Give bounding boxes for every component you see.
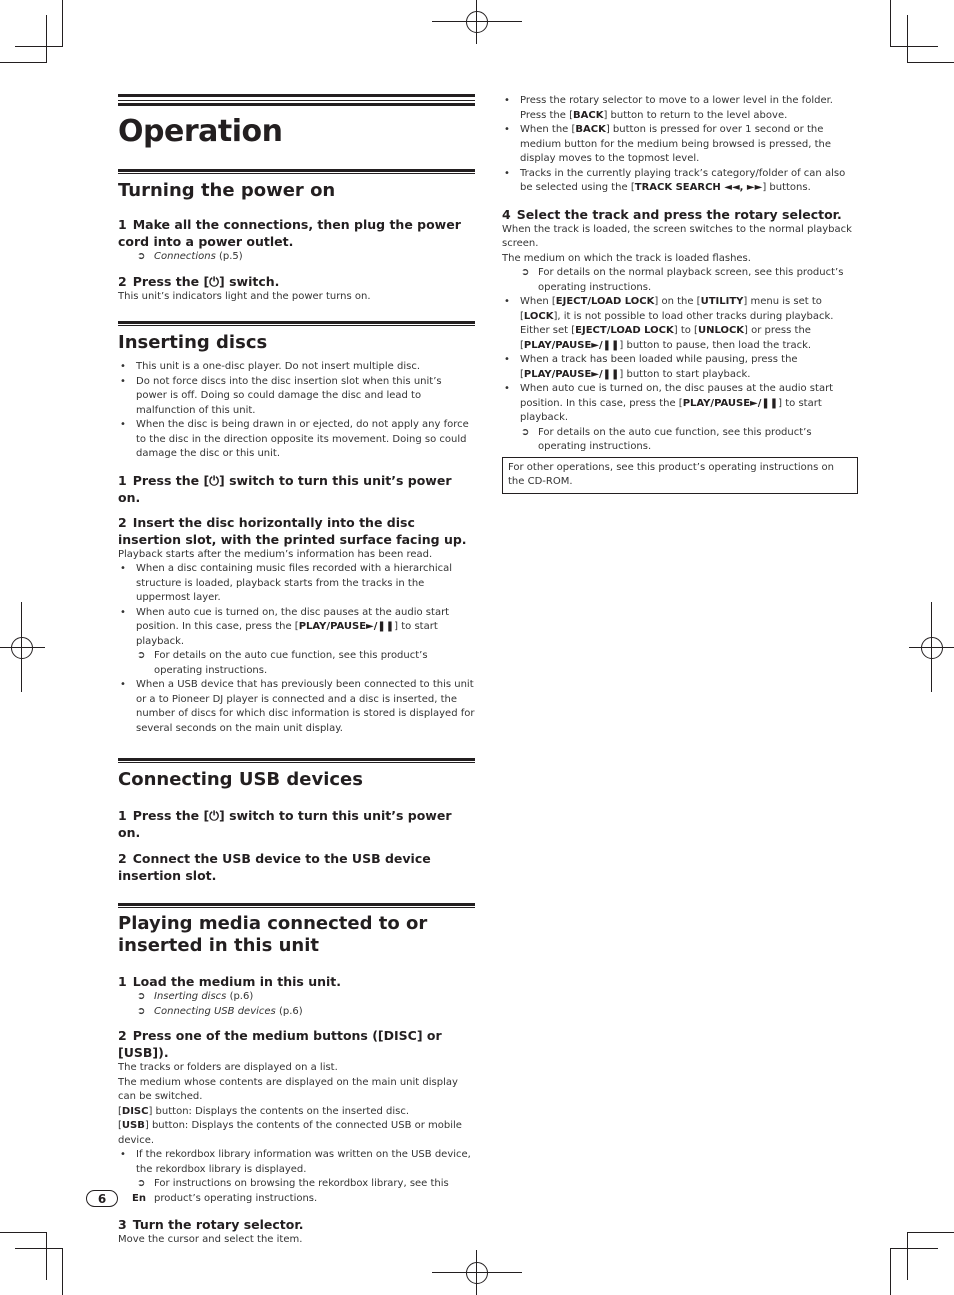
crop-mark <box>62 0 63 47</box>
list-item: • When the [BACK] button is pressed for over 1 second or the medium button for the medium being browsed is pressed, the display moves to the topmost level. <box>502 123 858 167</box>
crop-mark <box>907 15 908 63</box>
page-number: 6 <box>86 1190 118 1207</box>
step-description: Move the cursor and select the item. <box>118 1234 303 1245</box>
list-item: • Do not force discs into the disc insertion slot when this unit’s power is off. Doing so could damage the disc and lead to malfunction of this unit. <box>118 375 475 419</box>
bullet-list <box>502 94 858 196</box>
list-item: • When a track has been loaded while pausing, press the [PLAY/PAUSE►/❚❚] button to start playback. <box>502 353 858 382</box>
bullet-list <box>118 360 475 462</box>
arrow-icon: ➲ <box>137 251 146 262</box>
arrow-icon: ➲ <box>137 1005 146 1017</box>
bullet-list <box>118 562 475 649</box>
list-item: • When [EJECT/LOAD LOCK] on the [UTILITY] menu is set to [LOCK], it is not possible to load other tracks during playback. Either set [EJECT/LOAD LOCK] to [UNLOCK] or press the [PLAY/PAUSE►/❚❚] button to pause, then load the track. <box>502 295 858 353</box>
list-item: • This unit is a one-disc player. Do not insert multiple disc. <box>118 360 475 375</box>
list-item: • If the rekordbox library information was written on the USB device, the rekordbox library is displayed. <box>118 1148 475 1177</box>
step-2: 2 Press the [⏻] switch. <box>118 273 280 289</box>
list-item: • Press the rotary selector to move to a lower level in the folder. Press the [BACK] button to return to the level above. <box>502 94 858 123</box>
crop-mark <box>15 1248 63 1249</box>
step-description: The medium on which the track is loaded flashes. <box>502 252 751 264</box>
step-2: 2 Insert the disc horizontally into the disc insertion slot, with the printed surface facing up. <box>118 514 467 547</box>
step-4: 4 Select the track and press the rotary selector. <box>502 206 842 222</box>
crop-mark <box>0 1232 47 1233</box>
right-column <box>502 94 858 494</box>
crop-mark <box>0 62 47 63</box>
list-item: • When a USB device that has previously been connected to this unit or a to Pioneer DJ player is connected and a disc is inserted, the number of discs for which disc information is stored is displayed for several seconds on the main unit display. <box>118 678 475 736</box>
crop-mark <box>907 1232 954 1233</box>
disc-button-description: [DISC] button: Displays the contents on the inserted disc. <box>118 1105 410 1117</box>
language-label: En <box>132 1193 146 1204</box>
heading-playing-media: Playing media connected to or inserted in this unit <box>118 913 428 956</box>
list-item: • When the disc is being drawn in or ejected, do not apply any force to the disc in the direction opposite its movement. Doing so could damage the disc or this unit. <box>118 418 475 462</box>
registration-circle <box>466 11 488 33</box>
title-rule <box>118 94 475 106</box>
crop-mark <box>907 62 954 63</box>
arrow-icon: ➲ <box>521 267 530 278</box>
section-rule <box>118 758 475 763</box>
arrow-icon: ➲ <box>137 1178 146 1189</box>
step-description: This unit’s indicators light and the power turns on. <box>118 290 371 302</box>
crop-mark <box>890 0 891 47</box>
step-1: 1 Press the [⏻] switch to turn this unit’s power on. <box>118 808 452 840</box>
cross-reference: ➲ Inserting discs (p.6) <box>118 990 475 1005</box>
crop-mark <box>907 1232 908 1280</box>
note-box: For other operations, see this product’s operating instructions on the CD-ROM. <box>502 457 858 494</box>
cross-reference: ➲ For details on the normal playback screen, see this product’s operating instructions. <box>521 267 844 293</box>
step-1: 1 Load the medium in this unit. <box>118 974 341 989</box>
registration-circle <box>11 637 33 659</box>
step-2: 2 Press one of the medium buttons ([DISC] or [USB]). <box>118 1028 442 1060</box>
heading-connecting-usb: Connecting USB devices <box>118 769 363 790</box>
crop-mark <box>62 1248 63 1295</box>
crop-mark <box>15 46 63 47</box>
section-rule <box>118 321 475 326</box>
left-column <box>118 94 475 1248</box>
registration-circle <box>921 637 943 659</box>
section-rule <box>118 903 475 908</box>
bullet-list <box>502 295 858 426</box>
heading-turning-power-on: Turning the power on <box>118 180 336 201</box>
step-2: 2 Connect the USB device to the USB device insertion slot. <box>118 851 431 883</box>
list-item: • Tracks in the currently playing track’s category/folder of can also be selected using the [TRACK SEARCH ◄◄, ►►] buttons. <box>502 167 858 196</box>
step-description: When the track is loaded, the screen switches to the normal playback screen. <box>502 223 852 249</box>
heading-inserting-discs: Inserting discs <box>118 332 268 353</box>
step-description: The tracks or folders are displayed on a list. <box>118 1062 338 1073</box>
bullet-list <box>118 678 475 736</box>
list-item: • When auto cue is turned on, the disc pauses at the audio start position. In this case, press the [PLAY/PAUSE►/❚❚] to start playback. <box>502 382 858 426</box>
crop-mark <box>890 1248 938 1249</box>
crop-mark <box>890 1248 891 1295</box>
step-3: 3 Turn the rotary selector. <box>118 1217 304 1232</box>
page-title: Operation <box>118 114 283 149</box>
bullet-list <box>118 1148 475 1177</box>
step-description: The medium whose contents are displayed on the main unit display can be switched. <box>118 1076 458 1102</box>
list-item: • When a disc containing music files recorded with a hierarchical structure is loaded, playback starts from the tracks in the uppermost layer. <box>118 562 475 606</box>
step-description: Playback starts after the medium’s information has been read. <box>118 548 433 560</box>
cross-reference: ➲ For details on the auto cue function, see this product’s operating instructions. <box>521 426 812 452</box>
usb-button-description: [USB] button: Displays the contents of the connected USB or mobile device. <box>118 1120 462 1146</box>
list-item: • When auto cue is turned on, the disc pauses at the audio start position. In this case, press the [PLAY/PAUSE►/❚❚] to start playback. <box>118 606 475 650</box>
crop-mark <box>46 1232 47 1280</box>
cross-reference: ➲ For instructions on browsing the rekordbox library, see this product’s operating instructions. <box>137 1178 449 1204</box>
arrow-icon: ➲ <box>521 426 530 438</box>
crop-mark <box>890 46 938 47</box>
crop-mark <box>46 15 47 63</box>
arrow-icon: ➲ <box>137 650 146 661</box>
section-rule <box>118 169 475 174</box>
registration-circle <box>466 1262 488 1284</box>
arrow-icon: ➲ <box>137 991 146 1002</box>
cross-reference: ➲ Connecting USB devices (p.6) <box>118 1005 475 1020</box>
step-1: 1 Press the [⏻] switch to turn this unit’s power on. <box>118 472 452 505</box>
cross-reference: ➲ For details on the auto cue function, see this product’s operating instructions. <box>137 650 428 676</box>
cross-reference: ➲ Connections (p.5) <box>118 250 475 265</box>
step-1: 1 Make all the connections, then plug the power cord into a power outlet. <box>118 217 461 249</box>
